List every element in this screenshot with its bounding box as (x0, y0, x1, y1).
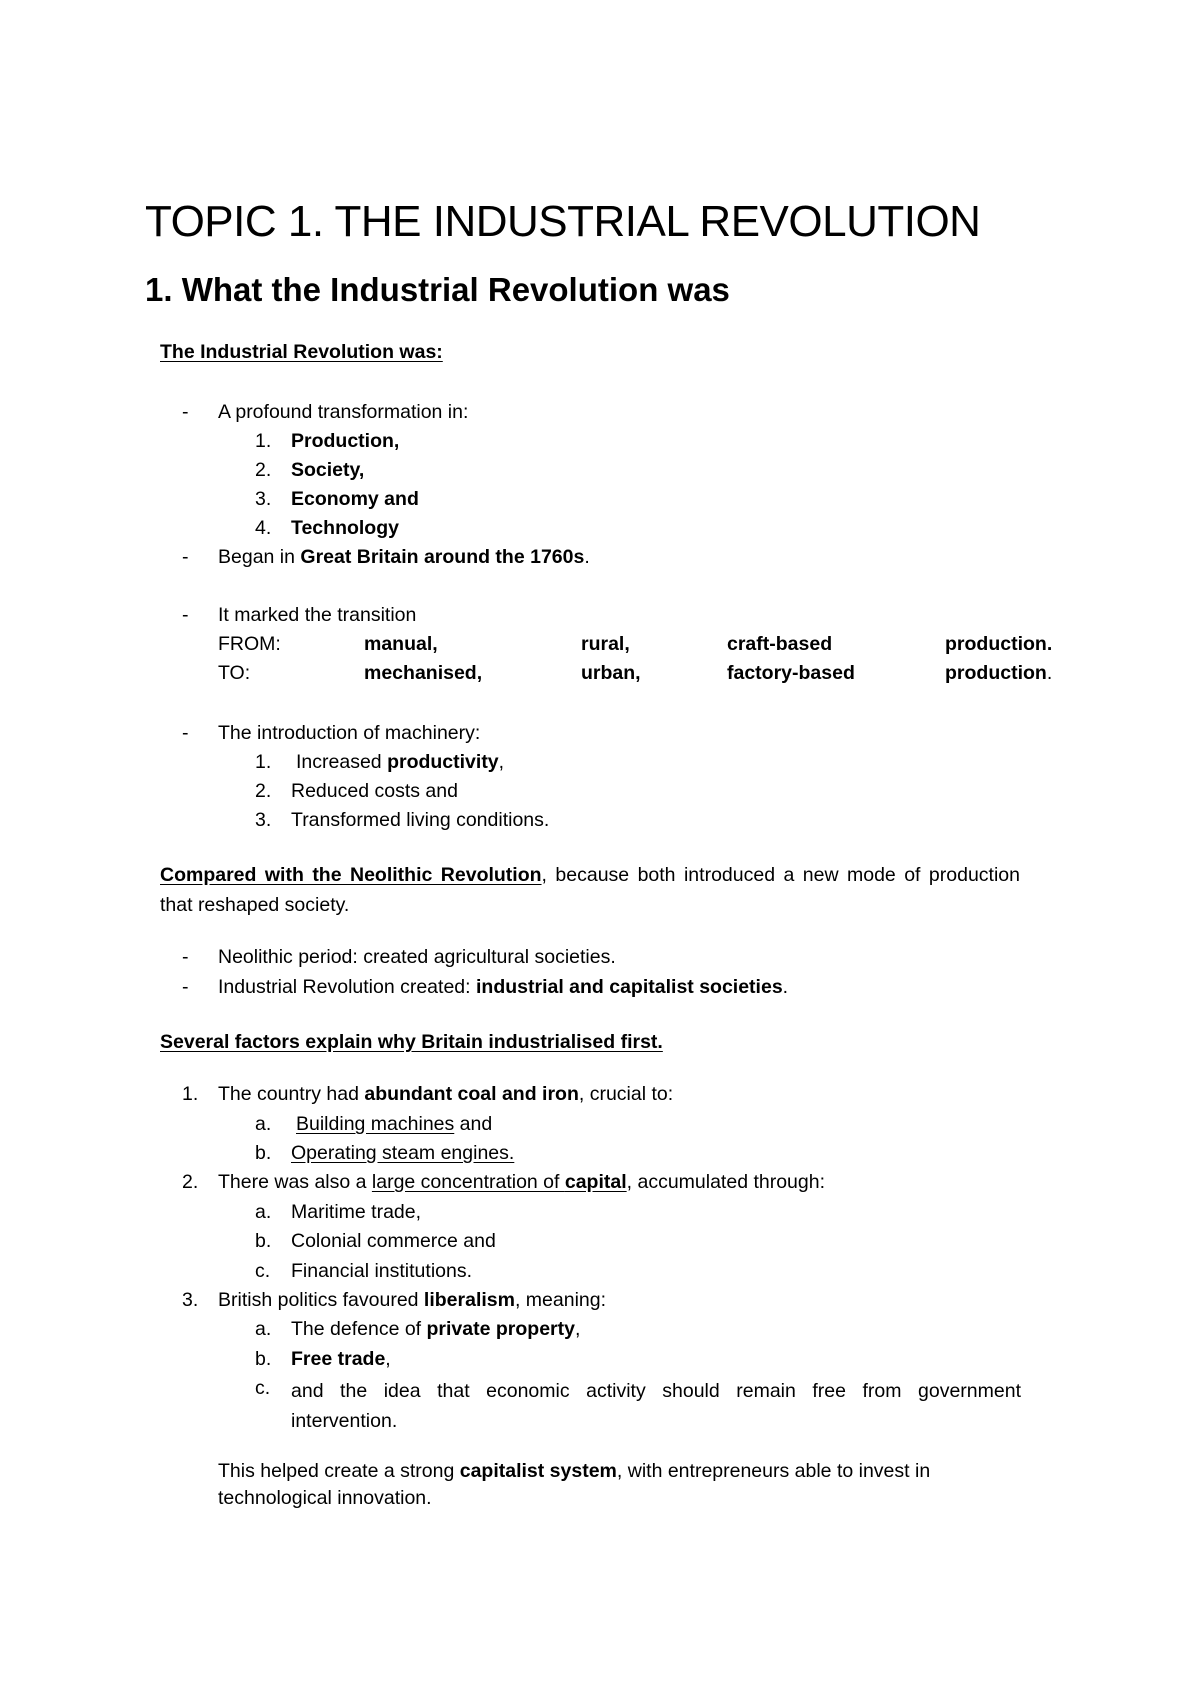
list-item-economy: Economy and (291, 488, 419, 510)
bullet-dash: - (182, 546, 189, 568)
list-letter: b. (255, 1142, 272, 1164)
s3-heading: Several factors explain why Britain industrialised first. (160, 1031, 663, 1053)
bullet-neolithic: Neolithic period: created agricultural societies. (218, 946, 616, 968)
to-urban: urban, (581, 662, 641, 684)
bullet-machinery: The introduction of machinery: (218, 722, 481, 744)
list-number: 2. (182, 1171, 199, 1193)
machinery-item-2: Reduced costs and (291, 780, 458, 802)
list-letter: b. (255, 1230, 272, 1252)
list-item-technology: Technology (291, 517, 399, 539)
s2-heading: Compared with the Neolithic Revolution (160, 864, 542, 886)
list-item-society: Society, (291, 459, 365, 481)
factor-3: British politics favoured liberalism, meaning: (218, 1289, 607, 1311)
bullet-dash: - (182, 604, 189, 626)
machinery-item-3: Transformed living conditions. (291, 809, 550, 831)
to-factory: factory-based (727, 662, 855, 684)
neolithic-paragraph: Compared with the Neolithic Revolution, because both introduced a new mode of production that reshaped society. (160, 864, 1020, 916)
bullet-industrial: Industrial Revolution created: industrial and capitalist societies. (218, 976, 789, 998)
factor-2c: Financial institutions. (291, 1260, 473, 1282)
machinery-item-1: Increased productivity, (296, 751, 505, 773)
bullet-dash: - (182, 976, 189, 998)
factor-3b: Free trade, (291, 1348, 391, 1370)
factor-2: There was also a large concentration of capital, accumulated through: (218, 1171, 826, 1193)
bullet-began: Began in Great Britain around the 1760s. (218, 546, 590, 568)
list-letter: b. (255, 1348, 272, 1370)
from-craft: craft-based (727, 633, 833, 655)
bullet-transition: It marked the transition (218, 604, 417, 626)
from-rural: rural, (581, 633, 630, 655)
list-number: 4. (255, 517, 272, 539)
conclusion-paragraph: This helped create a strong capitalist system, with entrepreneurs able to invest in technological innovation. (218, 1460, 931, 1509)
to-production: production. (945, 662, 1053, 684)
list-letter: a. (255, 1201, 272, 1223)
list-number: 3. (255, 809, 272, 831)
factor-2a: Maritime trade, (291, 1201, 422, 1223)
from-manual: manual, (364, 633, 438, 655)
factor-1: The country had abundant coal and iron, crucial to: (218, 1083, 674, 1105)
list-item-production: Production, (291, 430, 400, 452)
to-label: TO: (218, 662, 251, 684)
factor-3a: The defence of private property, (291, 1318, 581, 1340)
page-title: TOPIC 1. THE INDUSTRIAL REVOLUTION (145, 197, 981, 246)
s1-heading: The Industrial Revolution was: (160, 341, 443, 363)
list-letter: a. (255, 1318, 272, 1340)
list-number: 3. (255, 488, 272, 510)
bullet-dash: - (182, 722, 189, 744)
list-number: 2. (255, 459, 272, 481)
list-number: 1. (182, 1083, 199, 1105)
from-production: production. (945, 633, 1053, 655)
bullet-dash: - (182, 401, 189, 423)
factor-3c: and the idea that economic activity should remain free from government intervention. (291, 1380, 1021, 1432)
list-number: 1. (255, 430, 272, 452)
list-letter: c. (255, 1377, 271, 1399)
bullet-transformation: A profound transformation in: (218, 401, 469, 423)
list-number: 1. (255, 751, 272, 773)
factor-1a: Building machines and (296, 1113, 493, 1135)
to-mechanised: mechanised, (364, 662, 483, 684)
from-label: FROM: (218, 633, 281, 655)
list-letter: a. (255, 1113, 272, 1135)
bullet-dash: - (182, 946, 189, 968)
list-number: 3. (182, 1289, 199, 1311)
list-number: 2. (255, 780, 272, 802)
section-heading: 1. What the Industrial Revolution was (145, 271, 730, 308)
factor-2b: Colonial commerce and (291, 1230, 496, 1252)
list-letter: c. (255, 1260, 271, 1282)
factor-1b: Operating steam engines. (291, 1142, 515, 1164)
